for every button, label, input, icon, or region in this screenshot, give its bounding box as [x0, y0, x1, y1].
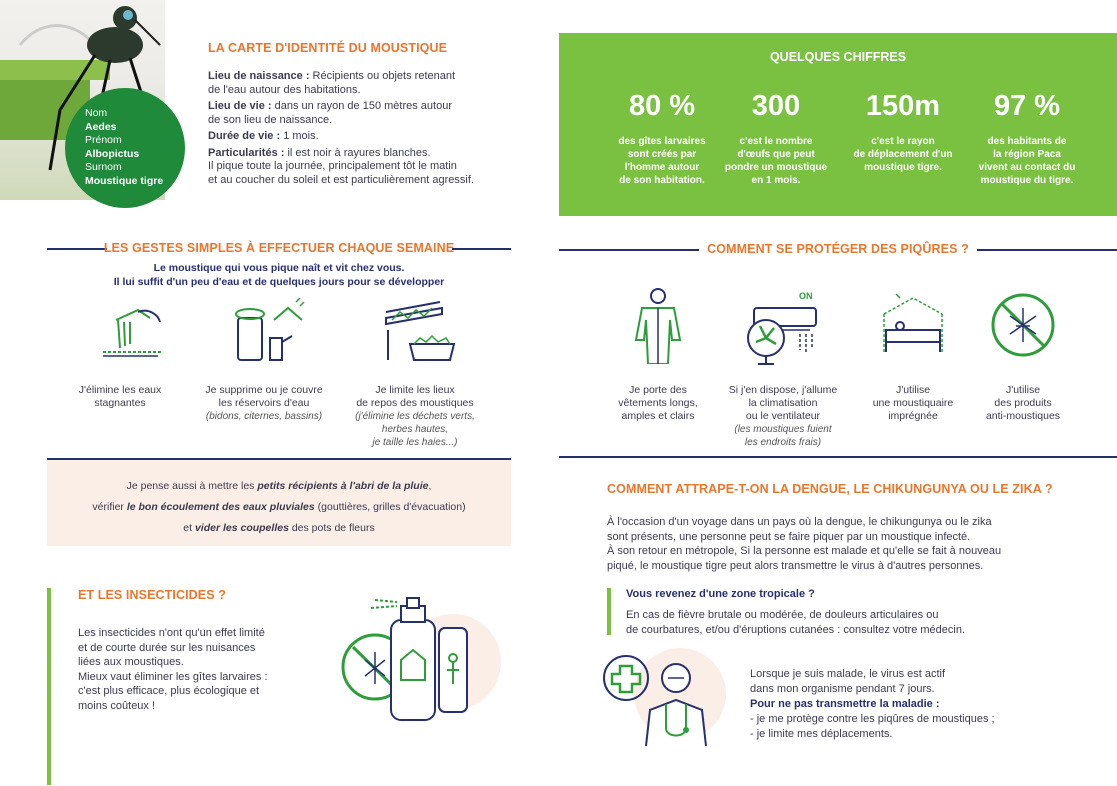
caption-line: anti-moustiques	[985, 410, 1061, 422]
dengue-text: piqué, le moustique tigre peut alors transmettre le virus à d'autres personnes.	[607, 559, 984, 572]
birthplace-text-1: Récipients ou objets retenant	[312, 70, 456, 82]
long-clothes-icon	[628, 286, 688, 364]
figure-desc-line: sont créés par	[627, 149, 697, 160]
caption-line: stagnantes	[94, 397, 146, 409]
divider	[559, 456, 1117, 458]
caption-line: Je supprime ou je couvre	[205, 384, 323, 396]
tip-text-part: Je pense aussi à mettre les	[126, 480, 258, 492]
insecticides-text: Mieux vaut éliminer les gîtes larvaires :	[78, 670, 268, 683]
identity-title: LA CARTE D'IDENTITÉ DU MOUSTIQUE	[208, 41, 448, 55]
ac-on-label: ON	[799, 291, 813, 301]
tropical-title: Vous revenez d'une zone tropicale ?	[626, 588, 815, 600]
bullet-item: - je me protège contre les piqûres de moustiques ;	[750, 713, 995, 725]
caption-line: imprégnée	[888, 410, 938, 422]
birthplace-text-2: de l'eau autour des habitations.	[208, 83, 361, 96]
dengue-text: À son retour en métropole, Si la personne est malade et qu'elle se fait à nouveau	[607, 545, 1002, 557]
figure-desc-line: la région Paca	[993, 149, 1061, 160]
caption-line: des produits	[994, 397, 1052, 409]
habitat-label: Lieu de vie :	[208, 100, 272, 112]
figure-item-1	[711, 90, 841, 187]
gesture-caption-0	[60, 384, 180, 410]
figure-desc-line: de déplacement d'un	[853, 149, 953, 160]
figure-desc-line: moustique tigre.	[864, 162, 942, 173]
gestures-title: LES GESTES SIMPLES À EFFECTUER CHAQUE SEMAINE	[103, 241, 455, 255]
badge-prenom-value: Albopictus	[85, 147, 140, 160]
features-text-1: il est noir à rayures blanches.	[287, 146, 431, 159]
features-text-3: et au coucher du soleil et est particulièrement agressif.	[208, 173, 474, 186]
habitat-text-2: de son lieu de naissance.	[208, 113, 333, 126]
insecticides-text: moins coûteux !	[78, 699, 156, 712]
figure-desc-line: vivent au contact du	[978, 162, 1076, 173]
caption-line: J'utilise	[1005, 384, 1041, 396]
insecticides-text: et de courte durée sur les nuisances	[78, 641, 256, 654]
caption-line: J'élimine les eaux	[78, 384, 162, 396]
insecticides-text: Les insecticides n'ont qu'un effet limité	[78, 627, 265, 639]
tip-text-part: des pots de fleurs	[288, 522, 375, 534]
insecticides-text: c'est plus efficace, plus écologique et	[78, 685, 260, 697]
tip-text-emph: le bon écoulement des eaux pluviales	[126, 501, 315, 513]
figure-desc-line: moustique du tigre.	[980, 175, 1074, 186]
lifespan-text: 1 mois.	[283, 130, 319, 142]
figure-number: 150m	[865, 90, 941, 122]
drain-water-icon	[98, 300, 168, 364]
caption-line: une moustiquaire	[872, 397, 954, 409]
caption-note: (j'élimine les déchets verts,	[355, 411, 475, 422]
caption-line: Je limite les lieux	[375, 384, 455, 396]
figure-desc-line: des gîtes larvaires	[618, 136, 706, 147]
birthplace-label: Lieu de naissance :	[208, 70, 310, 82]
lifespan-label: Durée de vie :	[208, 130, 281, 142]
caption-line: vêtements longs,	[618, 397, 698, 409]
figure-number: 300	[751, 90, 801, 122]
caption-line: ou le ventilateur	[745, 410, 821, 422]
insecticides-text: liées aux moustiques.	[78, 656, 184, 668]
features-label: Particularités :	[208, 146, 285, 159]
figures-title: QUELQUES CHIFFRES	[769, 50, 907, 64]
badge-surnom-value: Moustique tigre	[85, 174, 164, 187]
water-barrel-icon	[230, 298, 310, 366]
anti-mosquito-icon	[988, 290, 1058, 360]
tip-text-part: et	[183, 522, 195, 534]
figure-number: 97 %	[993, 90, 1061, 122]
figure-desc-line: des habitants de	[987, 136, 1067, 147]
sick-bold-text: Pour ne pas transmettre la maladie :	[750, 698, 940, 710]
section-accent-bar	[607, 588, 611, 635]
protect-caption-2	[853, 384, 973, 423]
caption-note: les endroits frais)	[744, 437, 822, 448]
tip-text-emph: vider les coupelles	[194, 522, 289, 534]
mosquito-net-icon	[878, 292, 948, 358]
figure-desc-line: c'est le nombre	[739, 136, 813, 147]
gesture-caption-1	[194, 384, 334, 423]
gutter-cleaning-icon	[380, 298, 460, 366]
figure-desc-line: pondre un moustique	[724, 162, 828, 173]
gestures-intro-2: Il lui suffit d'un peu d'eau et de quelques jours pour se développer	[113, 276, 445, 288]
tip-text-part: ,	[428, 480, 432, 492]
tip-text-emph: petits récipients à l'abri de la pluie	[257, 480, 429, 492]
section-accent-bar	[47, 588, 51, 785]
tip-text-part: vérifier	[92, 501, 127, 513]
badge-nom-label: Nom	[85, 107, 108, 119]
caption-note: herbes hautes,	[381, 424, 449, 435]
tip-text	[47, 476, 511, 539]
insecticide-spray-icon	[335, 592, 505, 727]
caption-line: amples et clairs	[621, 410, 695, 422]
caption-line: de repos des moustiques	[356, 397, 474, 409]
caption-line: la climatisation	[748, 397, 818, 409]
figure-desc-line: d'œufs que peut	[737, 149, 815, 160]
figure-desc-line: en 1 mois.	[751, 175, 801, 186]
caption-note: je taille les haies...)	[372, 437, 458, 448]
protect-caption-0	[593, 384, 723, 423]
air-conditioning-icon	[740, 290, 830, 366]
features-text-2: Il pique toute la journée, principalement tôt le matin	[208, 160, 457, 172]
figure-item-0	[597, 90, 727, 187]
tropical-text: de courbatures, et/ou d'éruptions cutanées : consultez votre médecin.	[626, 624, 966, 636]
gestures-intro-1: Le moustique qui vous pique naît et vit chez vous.	[153, 262, 405, 274]
tropical-text: En cas de fièvre brutale ou modérée, de douleurs articulaires ou	[626, 609, 939, 621]
tip-text-part: (gouttières, grilles d'évacuation)	[314, 501, 466, 513]
protect-title: COMMENT SE PROTÉGER DES PIQÛRES ?	[707, 242, 969, 256]
dengue-title: COMMENT ATTRAPE-T-ON LA DENGUE, LE CHIKUNGUNYA OU LE ZIKA ?	[607, 482, 1053, 496]
caption-line: les réservoirs d'eau	[218, 397, 310, 409]
protect-caption-1	[713, 384, 853, 449]
figure-item-3	[962, 90, 1092, 187]
dengue-text: sont présents, une personne peut se faire piquer par un moustique infecté.	[607, 530, 971, 543]
caption-line: Je porte des	[629, 384, 687, 396]
figure-desc-line: c'est le rayon	[871, 136, 935, 147]
badge-nom-value: Aedes	[85, 120, 117, 133]
habitat-text-1: dans un rayon de 150 mètres autour	[274, 100, 452, 112]
bullet-item: - je limite mes déplacements.	[750, 728, 893, 740]
figure-item-2	[838, 90, 968, 174]
sick-text: dans mon organisme pendant 7 jours.	[750, 683, 935, 695]
figure-desc-line: de son habitation.	[619, 175, 705, 186]
caption-line: J'utilise	[895, 384, 931, 396]
protect-caption-3	[963, 384, 1083, 423]
badge-surnom-label: Surnom	[85, 161, 122, 173]
badge-prenom-label: Prénom	[85, 134, 122, 146]
figure-number: 80 %	[628, 90, 696, 122]
caption-note: (les moustiques fuient	[734, 424, 832, 435]
insecticides-title: ET LES INSECTICIDES ?	[78, 588, 226, 602]
caption-line: Si j'en dispose, j'allume	[728, 384, 838, 396]
gesture-caption-2	[340, 384, 490, 449]
caption-note: (bidons, citernes, bassins)	[205, 411, 323, 422]
figure-desc-line: l'homme autour	[624, 162, 700, 173]
dengue-text: À l'occasion d'un voyage dans un pays où la dengue, le chikungunya ou le zika	[607, 516, 992, 528]
doctor-icon	[600, 648, 730, 748]
sick-text: Lorsque je suis malade, le virus est actif	[750, 668, 946, 680]
